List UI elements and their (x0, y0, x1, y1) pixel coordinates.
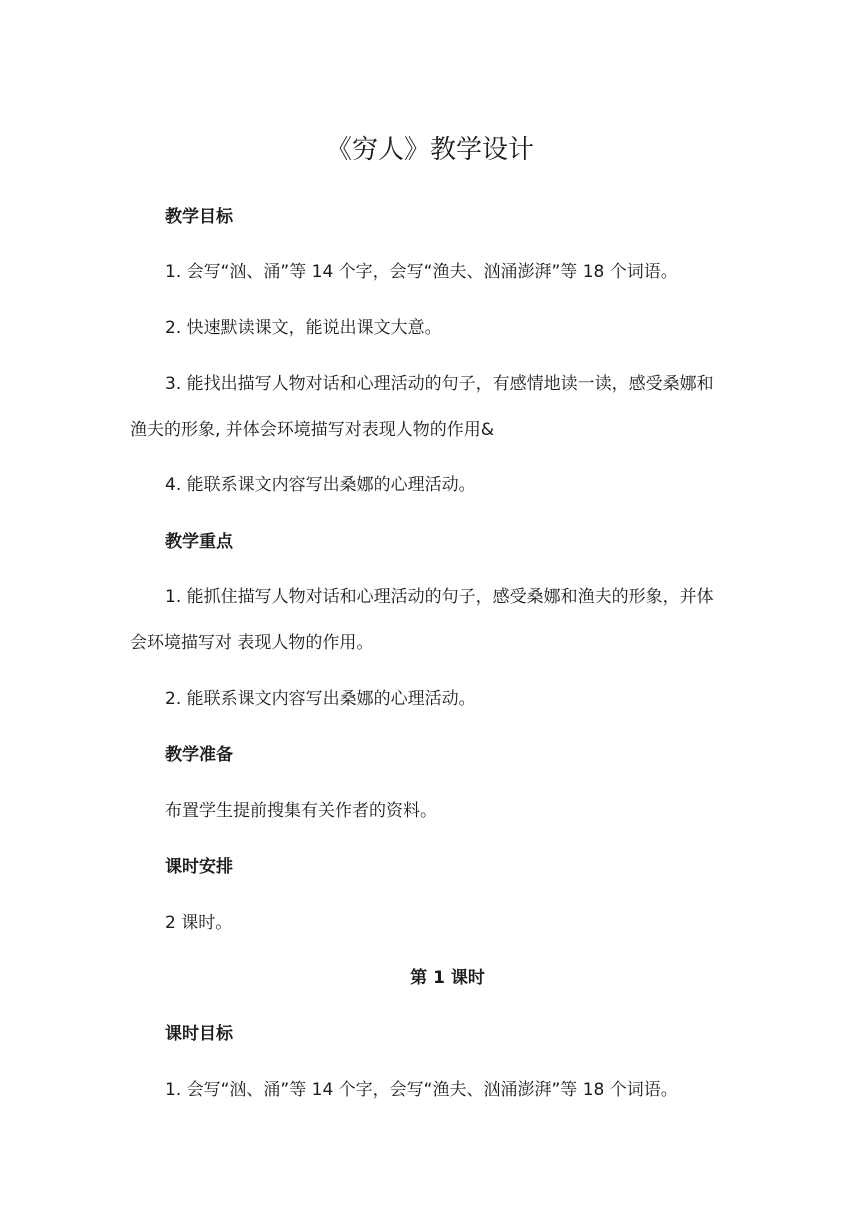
lesson-1-heading: 第 1 课时 (410, 968, 485, 988)
schedule-text: 2 课时。 (165, 913, 233, 933)
section-heading-schedule: 课时安排 (165, 857, 233, 877)
goal-item-3-line-2: 渔夫的形象, 并体会环境描写对表现人物的作用& (130, 420, 495, 440)
goal-item-4: 4. 能联系课文内容写出桑娜的心理活动。 (165, 475, 476, 495)
section-heading-lesson-goals: 课时目标 (165, 1024, 233, 1044)
key-item-1-line-1: 1. 能抓住描写人物对话和心理活动的句子，感受桑娜和渔夫的形象，并体 (165, 587, 714, 607)
lesson-goal-item-1: 1. 会写“汹、涌”等 14 个字，会写“渔夫、汹涌澎湃”等 18 个词语。 (165, 1080, 678, 1100)
key-item-2: 2. 能联系课文内容写出桑娜的心理活动。 (165, 689, 476, 709)
section-heading-teaching-goals: 教学目标 (165, 207, 233, 227)
key-item-1-line-2: 会环境描写对 表现人物的作用。 (130, 633, 374, 653)
section-heading-preparation: 教学准备 (165, 745, 233, 765)
goal-item-2: 2. 快速默读课文，能说出课文大意。 (165, 318, 442, 338)
section-heading-key-points: 教学重点 (165, 532, 233, 552)
preparation-text: 布置学生提前搜集有关作者的资料。 (165, 801, 437, 821)
goal-item-1: 1. 会写“汹、涌”等 14 个字，会写“渔夫、汹涌澎湃”等 18 个词语。 (165, 262, 678, 282)
goal-item-3-line-1: 3. 能找出描写人物对话和心理活动的句子，有感情地读一读，感受桑娜和 (165, 374, 714, 394)
document-title: 《穷人》教学设计 (325, 135, 534, 165)
